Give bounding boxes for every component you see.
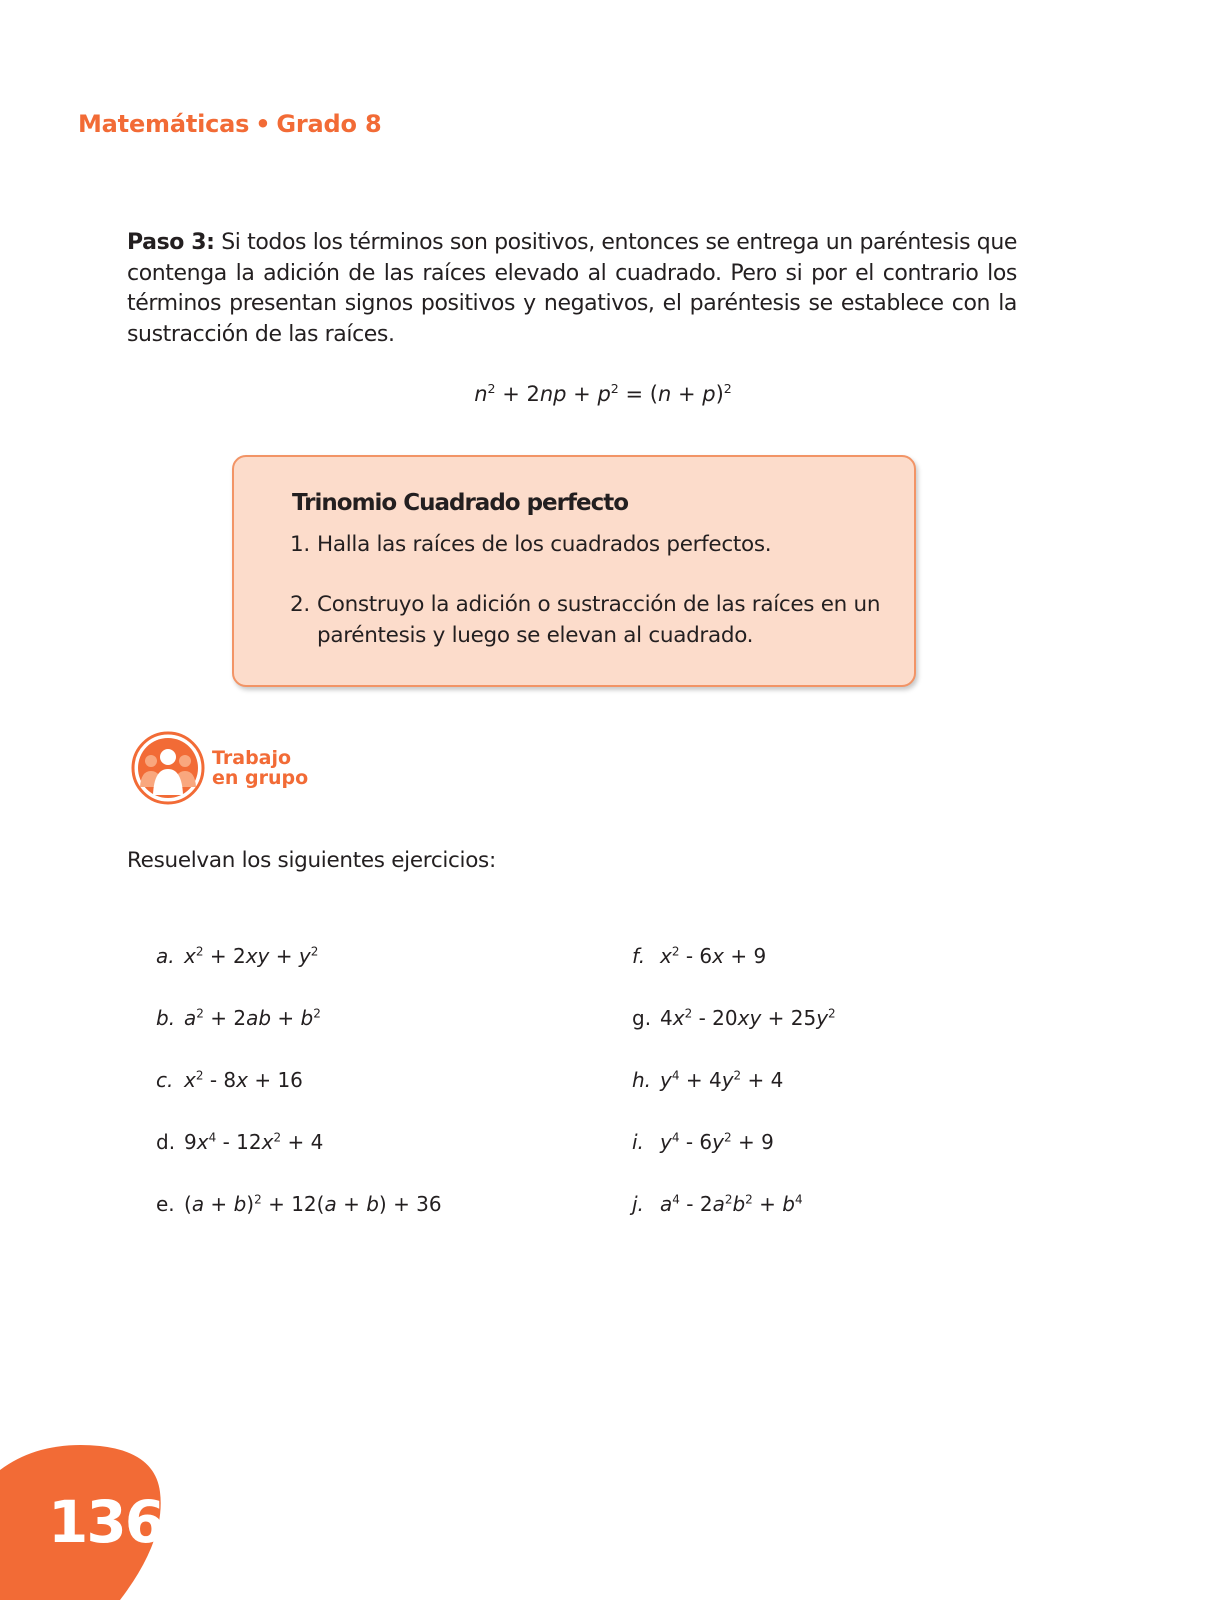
page-number: 136 <box>48 1488 164 1556</box>
tip-box <box>232 455 916 687</box>
exercise-label: a. <box>156 944 175 968</box>
tip-item-text: Halla las raíces de los cuadrados perfectos. <box>317 532 772 557</box>
exercise-h: h. $y^4 + 4y^2 + 4$ <box>632 1068 784 1092</box>
exercise-label: j. <box>632 1192 644 1216</box>
tip-item-2 <box>290 589 890 651</box>
header-grade: Grado 8 <box>276 110 382 138</box>
exercise-b: b. $a^2 + 2ab + b^2$ <box>156 1006 321 1030</box>
exercise-label: f. <box>632 944 646 968</box>
tip-box-title: Trinomio Cuadrado perfecto <box>292 490 629 516</box>
badge-label <box>212 748 308 788</box>
exercise-g: g. $4x^2 - 20xy + 25y^2$ <box>632 1006 836 1030</box>
tip-item-1 <box>290 529 890 560</box>
exercise-c: c. $x^2 - 8x + 16$ <box>156 1068 303 1092</box>
tip-item-number: 2. <box>290 592 310 617</box>
exercise-d: d. $9x^4 - 12x^2 + 4$ <box>156 1130 324 1154</box>
exercise-label: d. <box>156 1130 176 1154</box>
step-paragraph <box>127 228 1017 350</box>
group-people-icon <box>131 731 205 805</box>
exercise-label: h. <box>632 1068 652 1092</box>
exercise-a: a. $x^2 + 2xy + y^2$ <box>156 944 319 968</box>
step-text: Si todos los términos son positivos, entonces se entrega un paréntesis que contenga la adición de las raíces elevado al cuadrado. Pero si por el contrario los términos presentan signos positivos y negativos, el paréntesis se establece con la sustracción de las raíces. <box>127 230 1017 347</box>
exercise-label: c. <box>156 1068 174 1092</box>
page-header <box>78 110 381 138</box>
badge-line-1: Trabajo <box>212 747 292 769</box>
header-subject: Matemáticas <box>78 110 250 138</box>
step-label: Paso 3: <box>127 230 215 255</box>
exercise-label: g. <box>632 1006 652 1030</box>
exercise-i: i. $y^4 - 6y^2 + 9$ <box>632 1130 774 1154</box>
instructions: Resuelvan los siguientes ejercicios: <box>127 848 496 873</box>
exercise-label: b. <box>156 1006 176 1030</box>
exercise-e: e. $(a + b)^2 + 12(a + b) + 36$ <box>156 1192 442 1216</box>
exercise-label: i. <box>632 1130 644 1154</box>
tip-item-text: Construyo la adición o sustracción de las raíces en un paréntesis y luego se elevan al cuadrado. <box>317 592 881 648</box>
exercise-label: e. <box>156 1192 175 1216</box>
header-separator: • <box>255 110 271 138</box>
main-formula: $n^2 + 2np + p^2 = (n + p)^2$ <box>474 381 732 406</box>
exercise-j: j. $a^4 - 2a^2b^2 + b^4$ <box>632 1192 803 1216</box>
badge-line-2: en grupo <box>212 767 309 789</box>
exercise-f: f. $x^2 - 6x + 9$ <box>632 944 767 968</box>
tip-item-number: 1. <box>290 532 310 557</box>
